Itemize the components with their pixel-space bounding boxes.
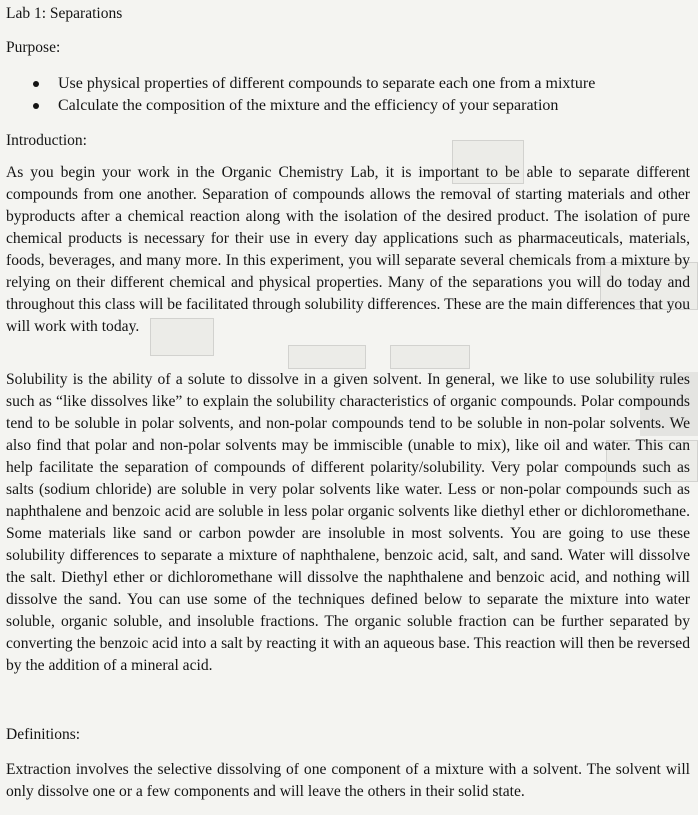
introduction-paragraph-2: Solubility is the ability of a solute to dissolve in a given solvent. In general, we like to use solubility rules such as “like dissolves like” to explain the solubility characteristics of organic compounds. Polar compounds tend to be soluble in polar solvents, and non-polar compounds tend to be soluble in non-polar solvents. We also find that polar and non-polar solvents may be immiscible (unable to mix), like oil and water. This can help facilitate the separation of compounds of different polarity/solubility. Very polar compounds such as salts (sodium chloride) are soluble in very polar solvents like water. Less or non-polar compounds such as naphthalene and benzoic acid are soluble in less polar organic solvents like diethyl ether or dichloromethane. Some materials like sand or carbon powder are insoluble in most solvents. You are going to use these solubility differences to separate a mixture of naphthalene, benzoic acid, salt, and sand. Water will dissolve the salt. Diethyl ether or dichloromethane will dissolve the naphthalene and benzoic acid, and nothing will dissolve the sand. You can use some of the techniques defined below to separate the mixture into water soluble, organic soluble, and insoluble fractions. The organic soluble fraction can be further separated by converting the benzoic acid into a salt by reacting it with an aqueous base. This reaction will then be reversed by the addition of a mineral acid. [6,371,690,674]
purpose-list [6,73,595,117]
bleed-through-box [288,345,366,369]
purpose-item: Use physical properties of different compounds to separate each one from a mixture [6,73,595,95]
purpose-heading: Purpose: [6,39,61,56]
definitions-heading: Definitions: [6,726,81,743]
bleed-through-box [390,345,470,369]
introduction-heading: Introduction: [6,132,87,149]
definitions-paragraph: Extraction involves the selective dissolving of one component of a mixture with a solvent. The solvent will only dissolve one or a few components and will leave the others in their solid state. [6,761,690,800]
purpose-item: Calculate the composition of the mixture and the efficiency of your separation [6,95,595,117]
page-title: Lab 1: Separations [6,5,123,22]
introduction-paragraph-1: As you begin your work in the Organic Chemistry Lab, it is important to be able to separate different compounds from one another. Separation of compounds allows the removal of starting materials and other byproducts after a chemical reaction along with the isolation of the desired product. The isolation of pure chemical products is necessary for their use in every day applications such as pharmaceuticals, materials, foods, beverages, and many more. In this experiment, you will separate several chemicals from a mixture by relying on their different chemical and physical properties. Many of the separations you will do today and throughout this class will be facilitated through solubility differences. These are the main differences that you will work with today. [6,164,690,335]
